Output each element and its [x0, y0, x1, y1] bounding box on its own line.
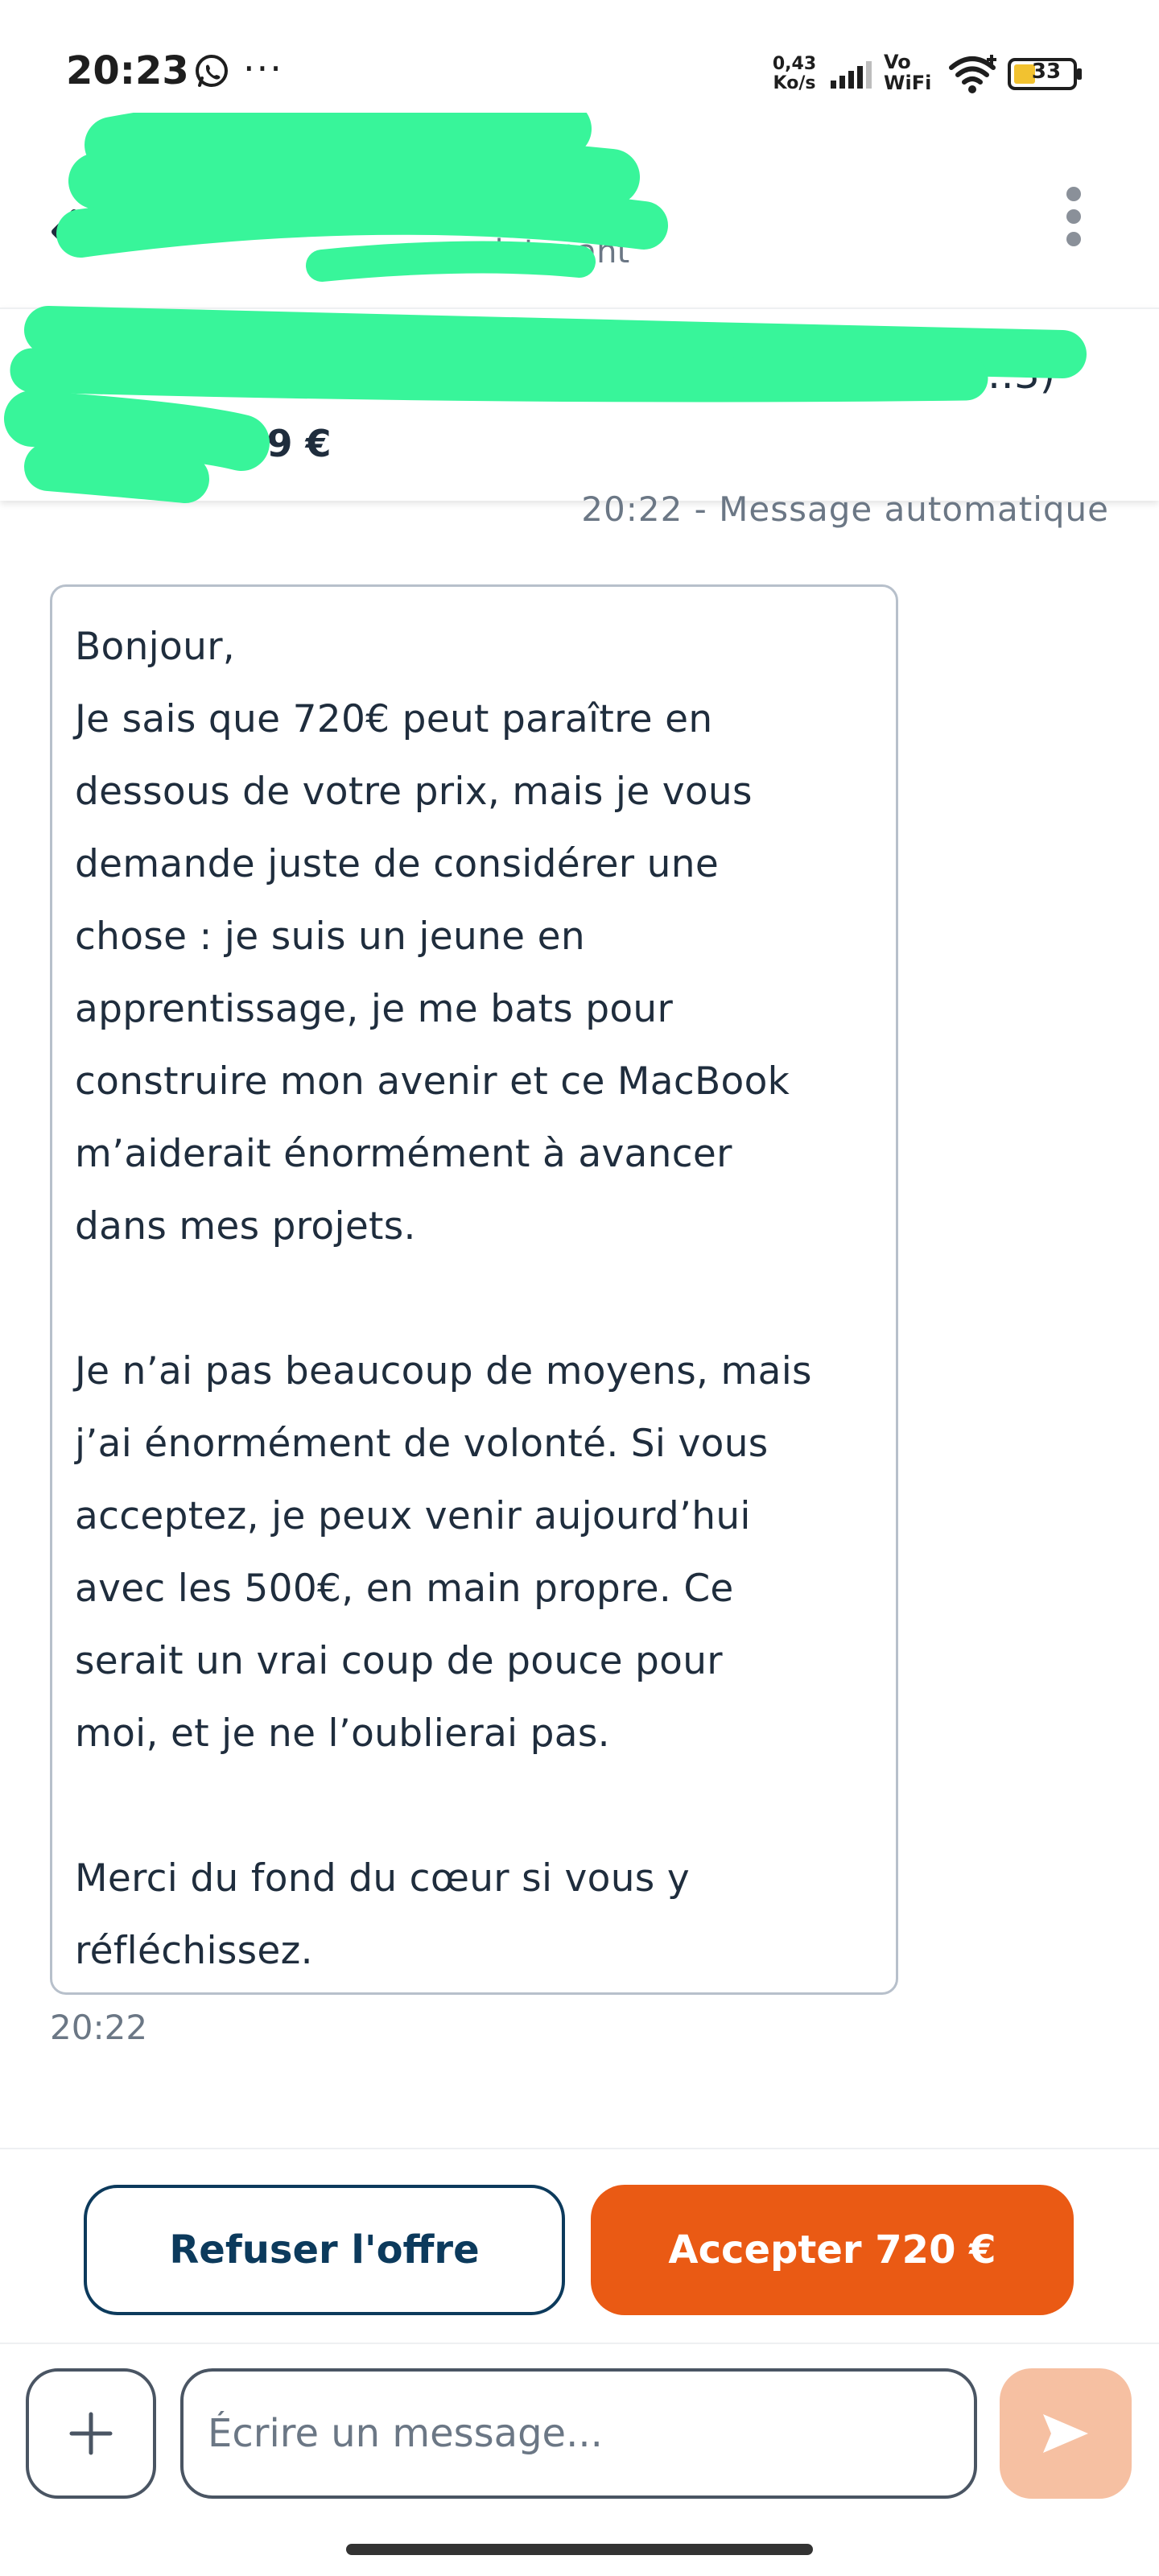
- send-button[interactable]: [1000, 2368, 1132, 2499]
- offer-action-bar: [0, 2148, 1159, 2344]
- network-speed-value: 0,43: [772, 54, 817, 74]
- listing-summary-card[interactable]: [0, 308, 1159, 501]
- message-text: Bonjour, Je sais que 720€ peut paraître en dessous de votre prix, mais je vous demande juste de considérer une chose : je suis un jeune en apprentissage, je me bats pour construire mon avenir et ce MacBook m’aiderait énormément à avancer dans mes projets. Je n’ai pas beaucoup de moyens, mais j’ai énormément de volonté. Si vous acceptez, je peux venir aujourd’hui avec les 500€, en main propre. Ce serait un vrai coup de pouce pour moi, et je ne l’oublierai pas. Merci du fond du cœur si vous y réfléchissez.: [75, 625, 812, 1973]
- vowifi-vo: Vo: [884, 51, 911, 73]
- network-speed: [766, 55, 823, 93]
- vowifi-label: WiFi: [884, 72, 932, 94]
- header-subtitle: aintenant: [475, 233, 630, 270]
- message-timestamp: 20:22: [50, 2008, 148, 2047]
- network-speed-unit: Ko/s: [773, 73, 816, 93]
- accept-offer-button[interactable]: Accepter 720 €: [591, 2185, 1074, 2315]
- message-input[interactable]: [180, 2368, 977, 2499]
- listing-title: …3): [974, 351, 1056, 398]
- wifi-icon: [948, 53, 998, 95]
- conversation-header: [0, 145, 1159, 306]
- more-options-icon[interactable]: [1058, 179, 1090, 251]
- automatic-message-notice: 20:22 - Message automatique: [581, 489, 1109, 529]
- status-bar: [0, 0, 1159, 145]
- back-arrow-icon[interactable]: [48, 208, 80, 256]
- vowifi-indicator: [884, 52, 931, 93]
- home-indicator[interactable]: [346, 2544, 813, 2555]
- message-composer: [0, 2346, 1159, 2491]
- battery-level: 33: [1031, 60, 1062, 84]
- listing-price: ·199 €: [201, 422, 332, 465]
- cell-signal-icon: [829, 61, 877, 89]
- add-attachment-button[interactable]: [26, 2368, 156, 2499]
- whatsapp-icon: [193, 53, 230, 90]
- send-icon: [1040, 2411, 1091, 2456]
- refuse-offer-button[interactable]: Refuser l'offre: [84, 2185, 565, 2315]
- status-time: 20:23: [66, 48, 189, 93]
- plus-icon: [68, 2411, 113, 2456]
- message-bubble: [50, 584, 898, 1995]
- notification-more-icon: ···: [243, 47, 283, 90]
